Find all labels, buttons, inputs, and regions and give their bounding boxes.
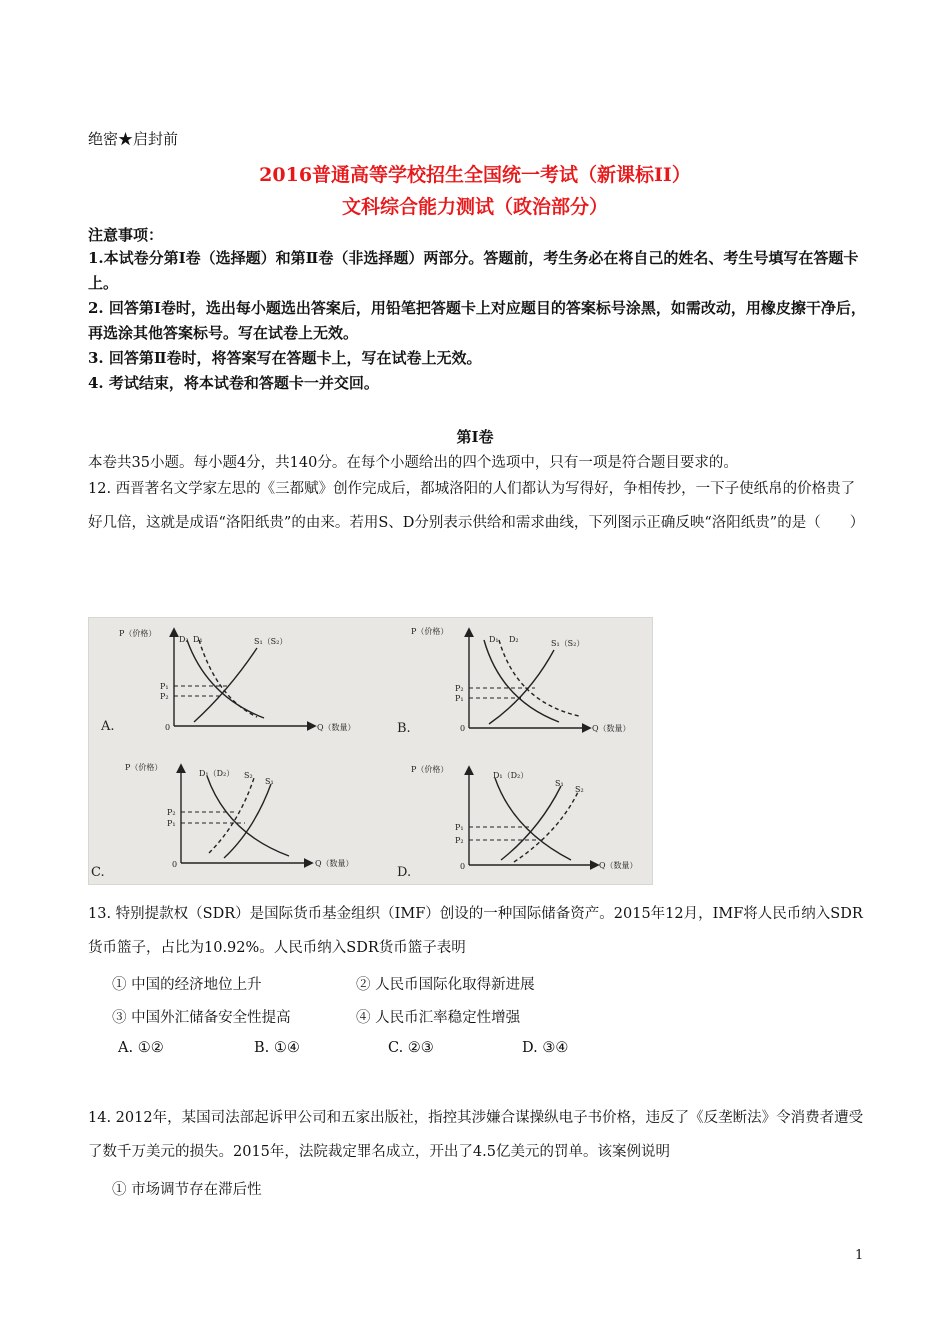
option-letter: D. bbox=[397, 865, 412, 880]
statement: ① 中国的经济地位上升 bbox=[112, 977, 262, 993]
supply-label: S₁ bbox=[265, 777, 274, 786]
price-label: P₁ bbox=[455, 694, 464, 703]
question-14-text: 14. 2012年，某国司法部起诉甲公司和五家出版社，指控其涉嫌合谋操纵电子书价格，违反了《反垄断法》令消费者遭受了数千万美元的损失。2015年，法院裁定罪名成立，开出了4.5亿美元的罚单。该案例说明 bbox=[88, 1110, 864, 1160]
graph-d bbox=[397, 764, 638, 880]
y-axis-label: P（价格） bbox=[125, 763, 163, 772]
x-axis-label: Q（数量） bbox=[315, 859, 354, 868]
note-item: 1.本试卷分第Ⅰ卷（选择题）和第Ⅱ卷（非选择题）两部分。答题前，考生务必在将自己的姓名、考生号填写在答题卡上。 bbox=[88, 249, 859, 292]
demand-label: D₁（D₂） bbox=[199, 769, 235, 778]
page-number: 1 bbox=[855, 1248, 864, 1263]
supply-demand-figure bbox=[88, 617, 653, 885]
supply-label: S₁（S₂） bbox=[254, 637, 288, 646]
statement: ③ 中国外汇储备安全性提高 bbox=[112, 1010, 291, 1026]
demand-curve bbox=[207, 776, 289, 856]
graph-a bbox=[100, 628, 356, 734]
section-title: 第Ⅰ卷 bbox=[456, 428, 494, 446]
question-13-text: 13. 特别提款权（SDR）是国际货币基金组织（IMF）创设的一种国际储备资产。2015年12月，IMF将人民币纳入SDR货币篮子，占比为10.92%。人民币纳入SDR货币篮子表明 bbox=[88, 906, 863, 956]
confidential-mark: 绝密★启封前 bbox=[88, 130, 179, 148]
y-axis-label: P（价格） bbox=[411, 627, 449, 636]
demand-label: D₁ bbox=[489, 635, 499, 644]
note-item: 4. 考试结束，将本试卷和答题卡一并交回。 bbox=[88, 374, 379, 392]
demand-label: D₁（D₂） bbox=[493, 771, 529, 780]
demand-label: D₁ bbox=[193, 635, 203, 644]
statement: ④ 人民币汇率稳定性增强 bbox=[356, 1010, 521, 1026]
price-label: P₁ bbox=[160, 682, 169, 691]
origin-label: 0 bbox=[172, 860, 178, 869]
statement: ② 人民币国际化取得新进展 bbox=[356, 977, 535, 993]
answer-option: C. ②③ bbox=[388, 1040, 434, 1056]
x-axis-label: Q（数量） bbox=[599, 861, 638, 870]
answer-option: D. ③④ bbox=[522, 1040, 569, 1056]
statement: ① 市场调节存在滞后性 bbox=[112, 1182, 262, 1198]
answer-option: B. ①④ bbox=[254, 1040, 300, 1056]
exam-subtitle: 文科综合能力测试（政治部分） bbox=[341, 196, 608, 218]
origin-label: 0 bbox=[460, 862, 466, 871]
note-item: 3. 回答第Ⅱ卷时，将答案写在答题卡上，写在试卷上无效。 bbox=[88, 349, 482, 367]
demand-label: D₂ bbox=[179, 635, 189, 644]
section-intro: 本卷共35小题。每小题4分，共140分。在每个小题给出的四个选项中，只有一项是符合题目要求的。 bbox=[88, 455, 738, 471]
origin-label: 0 bbox=[460, 724, 466, 733]
supply-label: S₂ bbox=[244, 771, 253, 780]
y-axis-label: P（价格） bbox=[411, 765, 449, 774]
answer-option: A. ①② bbox=[118, 1040, 164, 1056]
x-axis-label: Q（数量） bbox=[592, 724, 631, 733]
graph-c bbox=[91, 762, 354, 880]
question-12-text: 12. 西晋著名文学家左思的《三都赋》创作完成后，都城洛阳的人们都认为写得好，争相传抄，一下子使纸帛的价格贵了好几倍，这就是成语“洛阳纸贵”的由来。若用S、D分别表示供给和需求曲线，下列图示正确反映“洛阳纸贵”的是（ ） bbox=[88, 481, 865, 531]
notes-heading: 注意事项： bbox=[88, 226, 164, 244]
price-label: P₁ bbox=[455, 823, 464, 832]
origin-label: 0 bbox=[165, 723, 171, 732]
option-letter: A. bbox=[101, 719, 115, 734]
graph-b bbox=[397, 626, 631, 736]
demand-curve bbox=[187, 640, 264, 718]
exam-title: 2016普通高等学校招生全国统一考试（新课标II） bbox=[259, 164, 691, 186]
option-letter: C. bbox=[91, 865, 105, 880]
supply-label: S₂ bbox=[575, 785, 584, 794]
x-axis-label: Q（数量） bbox=[317, 723, 356, 732]
price-label: P₁ bbox=[167, 819, 176, 828]
option-letter: B. bbox=[397, 721, 411, 736]
demand-label: D₂ bbox=[509, 635, 519, 644]
supply-label: S₁（S₂） bbox=[551, 639, 585, 648]
price-label: P₂ bbox=[455, 684, 464, 693]
demand-curve bbox=[484, 640, 559, 722]
price-label: P₂ bbox=[167, 808, 176, 817]
note-item: 2. 回答第Ⅰ卷时，选出每小题选出答案后，用铅笔把答题卡上对应题目的答案标号涂黑，如需改动，用橡皮擦干净后，再选涂其他答案标号。写在试卷上无效。 bbox=[88, 299, 866, 342]
price-label: P₂ bbox=[455, 836, 464, 845]
supply-curve bbox=[489, 650, 554, 724]
y-axis-label: P（价格） bbox=[119, 629, 157, 638]
price-label: P₂ bbox=[160, 692, 169, 701]
demand-curve-dashed bbox=[499, 640, 579, 716]
supply-curve-dashed bbox=[209, 778, 254, 853]
supply-label: S₁ bbox=[555, 779, 564, 788]
